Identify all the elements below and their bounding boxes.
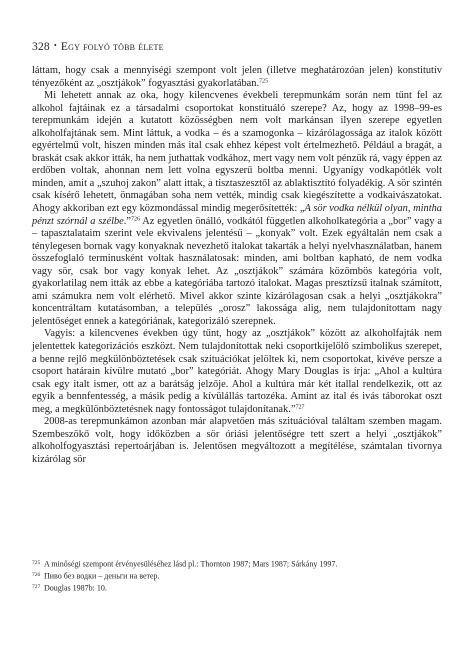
header-separator: • xyxy=(53,41,57,50)
text-run: láttam, hogy csak a mennyiségi szempont volt jelen (illetve meghatározóan jelen) konstitutív tényezőként az „osztjákok” fogyasztási gyakorlatában. xyxy=(32,65,442,89)
text-run: 2008-as terepmunkámon azonban már alapvetően más szituációval találtam szemben magam. Szembeszökő volt, hogy időközben a sör óriási jelentőségre tett szert a helyi „osztjákok” alkoholfogyasztási repertoárjában is. Jelentősen megváltozott a megítélése, számtalan tivornya kizárólag sör xyxy=(32,416,442,465)
footnote-text: A minőségi szempont érvényesüléséhez lásd pl.: Thornton 1987; Mars 1987; Sárkány 1997. xyxy=(44,559,338,569)
footnote-text: Douglas 1987b: 10. xyxy=(44,583,107,593)
footnote-reference: 727 xyxy=(295,404,305,411)
text-run: Mi lehetett annak az oka, hogy kilencvenes évekbeli terepmunkám során nem tűnt fel az alkohol fajtáinak ez a társadalmi csoportokat konstituáló szerepe? Az, hogy az 1998–99-es terepmunkám idején a kutatott közösségben nem volt markánsan ilyen szerepe egyetlen alkoholfajtának sem. Mint láttuk, a vodka – és a szamogonka – kizárólagossága az italok között egyértelmű volt, hiszen minden más ital csak ehhez képest volt értelmezhető. Például a bragát, a braskát csak akkor itták, ha nem juthattak vodkához, mert vagy nem volt pénzük rá, vagy éppen az erdőben voltak, ahonnan nem lett volna egyszerű boltba menni. Ugyanígy vodkapótlék volt minden, amit a „szuhoj zakon” alatt ittak, a tisztaszesztől az ablaktisztító folyadékig. A sör szintén csak kísérő lehetett, önmagában soha nem vették, mindig csak kiegészítette a vodkaivászatokat. Ahogy akkoriban ezt egy közmondással mindig megerősítették: „ xyxy=(32,90,442,215)
footnote-reference: 725 xyxy=(259,78,269,85)
body-paragraph xyxy=(32,328,442,416)
text-run: Az egyetlen önálló, vodkától független alkoholkategória a „bor” vagy a – tapasztalataim szerint vele ekvivalens jelentésű – „konyak” volt. Ezek egyáltalán nem csak a ténylegesen bornak vagy konyaknak nevezhető italokat takarták a helyi nyelvhasználatban, hanem összefoglaló terminusként voltak használatosak: minden, ami boltban kapható, de nem vodka vagy sör, csak bor vagy konyak lehet. Az „osztjákok” számára közömbös kategória volt, gyakorlatilag nem itták az ebbe a kategóriába tartozó italokat. Magas presztízsű italnak számított, ami számukra nem volt elérhető. Mivel akkor szinte kizárólagosan csak a helyi „osztjákokra” koncentráltam kutatásomban, a település „orosz” lakossága alig, nem tulajdonítottam nagy jelentőséget ennek a kategóriának, kategorizáló szerepnek. xyxy=(32,215,442,327)
body-paragraph xyxy=(32,65,442,90)
text-run: .” xyxy=(123,215,131,227)
text-run: Vagyis: a kilencvenes években úgy tűnt, hogy az „osztjákok” között az alkoholfajták nem jelentettek kategorizációs eszközt. Nem tulajdonítottak neki csoportkijelölő szimbolikus szerepet, a benne rejlő megkülönböztetések csak szituációkat jelöltek ki, nem csoportokat, kivéve persze a csoport határain kívülre mutató „bor” kategóriát. Ahogy Mary Douglas is írja: „Ahol a kultúra csak egy italt ismer, ott az a barátság jelzője. Ahol a kultúra már két itallal rendelkezik, ott az egyik a bennfentesség, a másik pedig a kívülállás tartozéka. Amint az ital és ivás táborokat oszt meg, a megkülönböztetésnek nagy fontosságot tulajdonítanak.” xyxy=(32,328,442,415)
footnote-number: 727 xyxy=(32,584,41,590)
running-header xyxy=(32,41,164,53)
running-title: Egy folyó több élete xyxy=(60,41,164,53)
body-paragraph xyxy=(32,90,442,328)
body-paragraph xyxy=(32,416,442,466)
body-text xyxy=(32,65,442,467)
italic-quote: A sör vodka nélkül olyan, mintha pénzt szórnál a szélbe xyxy=(32,203,442,227)
footnote xyxy=(32,570,442,582)
footnote-number: 725 xyxy=(32,560,41,566)
footnote xyxy=(32,558,442,570)
footnote-reference: 726 xyxy=(130,216,140,223)
footnotes xyxy=(32,558,442,594)
footnote xyxy=(32,582,442,594)
footnote-number: 726 xyxy=(32,572,41,578)
footnote-text: Пиво без водки – деньги на ветер. xyxy=(44,571,160,581)
page-number: 328 xyxy=(32,41,50,53)
